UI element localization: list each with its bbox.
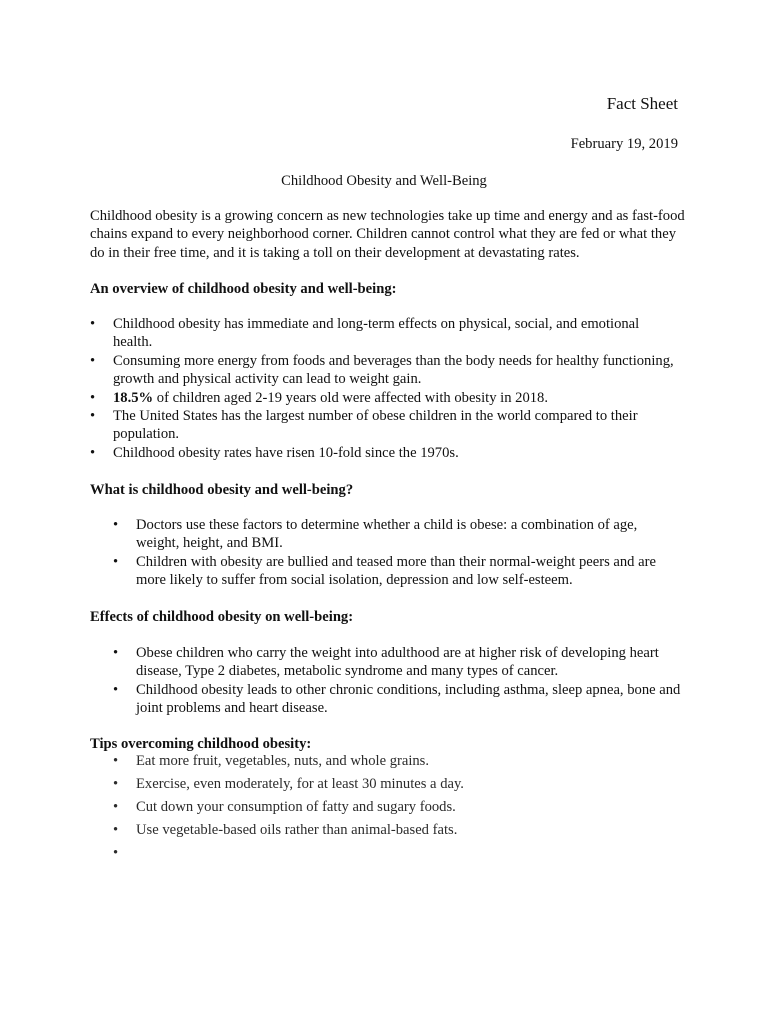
list-item: • Doctors use these factors to determine whether a child is obese: a combination of age, weight, height, and BMI. [113,516,678,553]
what-is-list [113,516,678,590]
list-item-empty [113,844,678,862]
list-item: • The United States has the largest number of obese children in the world compared to their population. [90,407,675,444]
list-item: • Children with obesity are bullied and teased more than their normal-weight peers and are more likely to suffer from social isolation, depression and low self-esteem. [113,553,678,590]
list-item: • Cut down your consumption of fatty and sugary foods. [113,798,678,816]
list-item: • Childhood obesity has immediate and long-term effects on physical, social, and emotional health. [90,315,675,352]
overview-list [90,315,675,462]
intro-paragraph: Childhood obesity is a growing concern as new technologies take up time and energy and as fast-food chains expand to every neighborhood corner. Children cannot control what they are fed or what they do in their free time, and it is taking a toll on their development at devastating rates. [90,208,685,261]
section-heading-overview: An overview of childhood obesity and well-being: [90,281,397,297]
statistic-highlight: 18.5% [113,389,154,406]
list-item: • Childhood obesity rates have risen 10-fold since the 1970s. [90,444,675,462]
list-item: • 18.5% of children aged 2-19 years old were affected with obesity in 2018. [90,389,675,407]
list-item: • Obese children who carry the weight into adulthood are at higher risk of developing heart disease, Type 2 diabetes, metabolic syndrome and many types of cancer. [113,644,683,681]
document-date: February 19, 2019 [570,136,678,152]
tips-list [113,752,678,867]
document-title: Fact Sheet [606,94,678,113]
section-heading-what-is: What is childhood obesity and well-being? [90,482,354,498]
list-item: • Consuming more energy from foods and beverages than the body needs for healthy functioning, growth and physical activity can lead to weight gain. [90,352,675,389]
list-item: • Use vegetable-based oils rather than animal-based fats. [113,821,678,839]
list-item: • Childhood obesity leads to other chronic conditions, including asthma, sleep apnea, bone and joint problems and heart disease. [113,681,683,718]
section-heading-tips: Tips overcoming childhood obesity: [90,736,312,752]
list-item: • Exercise, even moderately, for at least 30 minutes a day. [113,775,678,793]
section-heading-effects: Effects of childhood obesity on well-being: [90,609,354,625]
effects-list [113,644,683,718]
document-subtitle: Childhood Obesity and Well-Being [281,173,487,189]
list-item: • Eat more fruit, vegetables, nuts, and whole grains. [113,752,678,770]
